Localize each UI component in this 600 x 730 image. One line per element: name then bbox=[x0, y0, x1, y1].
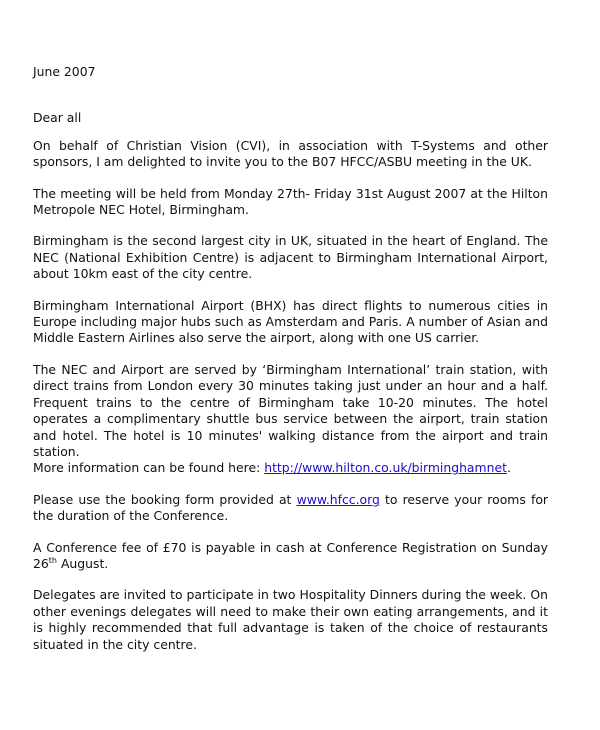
hfcc-link[interactable]: www.hfcc.org bbox=[296, 491, 380, 507]
letter-greeting: Dear all bbox=[33, 110, 82, 126]
hilton-link[interactable]: http://www.hilton.co.uk/birminghamnet bbox=[264, 460, 507, 476]
paragraph-more-info bbox=[33, 460, 548, 476]
paragraph-meeting-dates: The meeting will be held from Monday 27th- Friday 31st August 2007 at the Hilton Metropole NEC Hotel, Birmingham. bbox=[33, 185, 548, 218]
fee-text-start: A Conference fee of £70 is payable in cash at Conference Registration on Sunday 26 bbox=[33, 539, 548, 571]
fee-text-end: August. bbox=[57, 555, 109, 571]
paragraph-hospitality: Delegates are invited to participate in two Hospitality Dinners during the week. On other evenings delegates will need to make their own eating arrangements, and it is highly recommended that full advantage is taken of the choice of restaurants situated in the city centre. bbox=[33, 587, 548, 652]
booking-text-end: to reserve your rooms for the duration of the Conference. bbox=[33, 491, 548, 524]
paragraph-booking bbox=[33, 492, 548, 525]
paragraph-train-station: The NEC and Airport are served by ‘Birmingham International’ train station, with direct trains from London every 30 minutes taking just under an hour and a half. Frequent trains to the centre of Birmingham take 10-20 minutes. The hotel operates a complimentary shuttle bus service between the airport, train station and hotel. The hotel is 10 minutes' walking distance from the airport and train station. bbox=[33, 361, 548, 459]
ordinal-suffix: th bbox=[48, 555, 57, 565]
paragraph-birmingham: Birmingham is the second largest city in UK, situated in the heart of England. The NEC (National Exhibition Centre) is adjacent to Birmingham International Airport, about 10km east of the city centre. bbox=[33, 233, 548, 282]
paragraph-airport: Birmingham International Airport (BHX) has direct flights to numerous cities in Europe including major hubs such as Amsterdam and Paris. A number of Asian and Middle Eastern Airlines also serve the airport, along with one US carrier. bbox=[33, 297, 548, 346]
paragraph-invitation: On behalf of Christian Vision (CVI), in association with T-Systems and other sponsors, I am delighted to invite you to the B07 HFCC/ASBU meeting in the UK. bbox=[33, 137, 548, 170]
more-info-period: . bbox=[506, 460, 511, 476]
letter-body bbox=[33, 64, 548, 668]
paragraph-conference-fee bbox=[33, 540, 548, 573]
more-info-text: More information can be found here: bbox=[33, 460, 265, 476]
booking-text-start: Please use the booking form provided at bbox=[33, 491, 297, 507]
letter-date: June 2007 bbox=[33, 64, 96, 79]
